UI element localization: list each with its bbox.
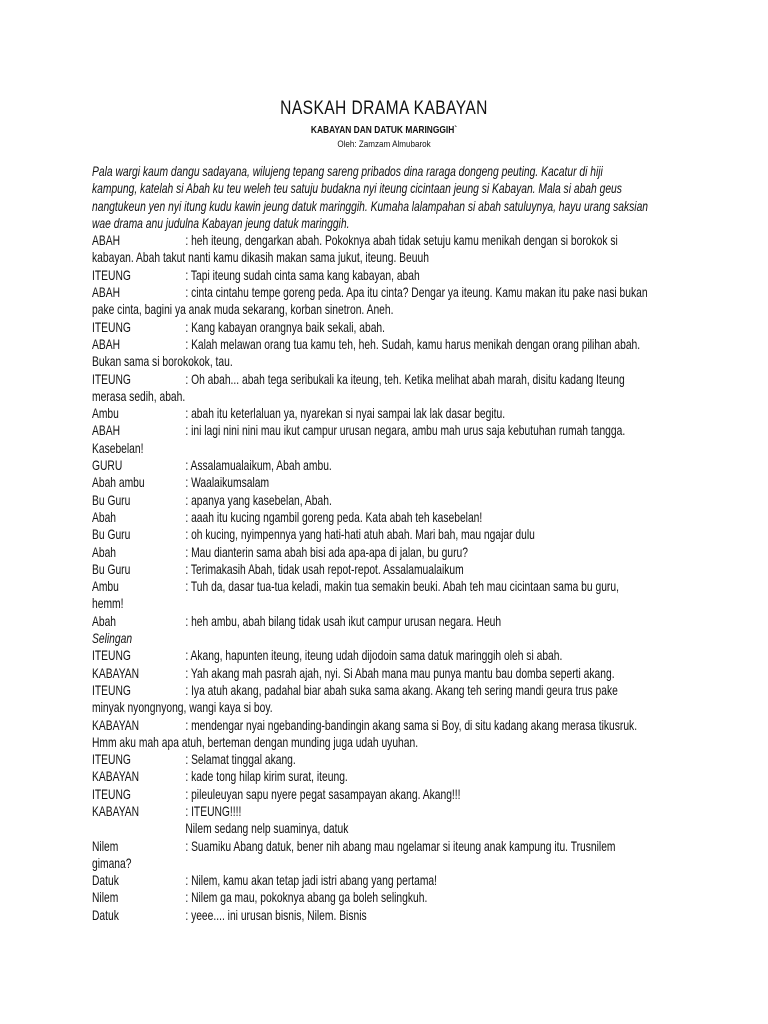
dialogue-entry <box>92 768 665 785</box>
document-author: Oleh: Zamzam Almubarok <box>337 139 431 150</box>
dialogue-line: : Iya atuh akang, padahal biar abah suka sama akang. Akang teh sering mandi geura trus pake <box>185 681 618 698</box>
speaker-name: Bu Guru <box>92 560 131 577</box>
dialogue-line: : Assalamualaikum, Abah ambu. <box>185 457 332 474</box>
intro-line: wae drama anu judulna Kabayan jeung datuk maringgih. <box>92 214 350 231</box>
speaker-name: ITEUNG <box>92 751 131 768</box>
speaker-name: Datuk <box>92 872 119 889</box>
dialogue-entry <box>92 544 665 561</box>
dialogue-continuation: kabayan. Abah takut nanti kamu dikasih makan sama jukut, iteung. Beuuh <box>92 249 429 266</box>
speaker-name: ITEUNG <box>92 681 131 698</box>
speaker-name: Bu Guru <box>92 526 131 543</box>
dialogue-entry <box>92 371 665 406</box>
dialogue-entry <box>92 457 665 474</box>
dialogue-line: : cinta cintahu tempe goreng peda. Apa itu cinta? Dengar ya iteung. Kamu makan itu pake nasi bukan <box>185 284 648 301</box>
dialogue-line: : ini lagi nini nini mau ikut campur urusan negara, ambu mah urus saja kebutuhan rumah tangga. <box>185 422 626 439</box>
dialogue-entry <box>92 751 665 768</box>
document-title: NASKAH DRAMA KABAYAN <box>280 98 488 119</box>
speaker-name: KABAYAN <box>92 802 140 819</box>
dialogue-line: : Terimakasih Abah, tidak usah repot-repot. Assalamualaikum <box>185 560 464 577</box>
speaker-name: Abah ambu <box>92 474 145 491</box>
dialogue-entry <box>92 267 665 284</box>
dialogue-entry <box>92 682 665 717</box>
dialogue-line: : Yah akang mah pasrah ajah, nyi. Si Abah mana mau punya mantu bau domba seperti akang. <box>185 664 615 681</box>
dialogue-entry <box>92 717 665 752</box>
dialogue-entry <box>92 319 665 336</box>
dialogue-entry <box>92 786 665 803</box>
speaker-name: Datuk <box>92 906 119 923</box>
dialogue-entry <box>92 405 665 422</box>
document-subtitle: KABAYAN DAN DATUK MARINGGIH` <box>310 124 458 136</box>
speaker-name: ITEUNG <box>92 266 131 283</box>
speaker-name: Ambu <box>92 578 119 595</box>
dialogue-line: : yeee.... ini urusan bisnis, Nilem. Bisnis <box>185 906 367 923</box>
dialogue-line: : apanya yang kasebelan, Abah. <box>185 491 332 508</box>
dialogue-entry <box>92 526 665 543</box>
dialogue-entry <box>92 889 665 906</box>
dialogue-entry <box>92 838 665 873</box>
dialogue-continuation: Kasebelan! <box>92 439 144 456</box>
dialogue-entry <box>92 665 665 682</box>
speaker-name: Abah <box>92 543 117 560</box>
dialogue-entry <box>92 492 665 509</box>
dialogue-line: : oh kucing, nyimpennya yang hati-hati atuh abah. Mari bah, mau ngajar dulu <box>185 526 535 543</box>
dialogue-entry <box>92 872 665 889</box>
dialogue-entry <box>92 630 665 647</box>
dialogue-entry <box>92 336 665 371</box>
dialogue-line: : Tapi iteung sudah cinta sama kang kabayan, abah <box>185 266 420 283</box>
dialogue-continuation: gimana? <box>92 854 132 871</box>
dialogue-line: : Tuh da, dasar tua-tua keladi, makin tua semakin beuki. Abah teh mau cicintaan sama bu guru, <box>185 578 619 595</box>
speaker-name: GURU <box>92 457 123 474</box>
dialogue-entry <box>92 647 665 664</box>
intro-paragraph <box>92 163 665 232</box>
dialogue-line: : kade tong hilap kirim surat, iteung. <box>185 768 348 785</box>
speaker-name: ABAH <box>92 232 121 249</box>
dialogue-entry <box>92 820 665 837</box>
dialogue-list <box>92 232 665 924</box>
dialogue-entry <box>92 474 665 491</box>
dialogue-continuation: pake cinta, bagini ya anak muda sekarang, korban sinetron. Aneh. <box>92 301 394 318</box>
dialogue-entry <box>92 561 665 578</box>
dialogue-line: : aaah itu kucing ngambil goreng peda. Kata abah teh kasebelan! <box>185 508 483 525</box>
intro-line: kampung, katelah si Abah ku teu weleh teu satuju budakna nyi iteung cicintaan jeung si Kabayan. Mala si abah geus <box>92 180 622 197</box>
speaker-name <box>92 820 185 837</box>
dialogue-line: : heh ambu, abah bilang tidak usah ikut campur urusan negara. Heuh <box>185 612 502 629</box>
dialogue-line: : ITEUNG!!!! <box>185 802 242 819</box>
speaker-name: ABAH <box>92 284 121 301</box>
dialogue-line: : Suamiku Abang datuk, bener nih abang mau ngelamar si iteung anak kampung itu. Trusnilem <box>185 837 616 854</box>
speaker-name: Nilem <box>92 837 119 854</box>
stage-direction: Selingan <box>92 630 133 647</box>
dialogue-line: : Nilem ga mau, pokoknya abang ga boleh selingkuh. <box>185 889 428 906</box>
speaker-name: ABAH <box>92 422 121 439</box>
dialogue-entry <box>92 422 665 457</box>
dialogue-line: : Waalaikumsalam <box>185 474 270 491</box>
speaker-name: ITEUNG <box>92 318 131 335</box>
speaker-name: Ambu <box>92 405 119 422</box>
dialogue-entry <box>92 907 665 924</box>
dialogue-entry <box>92 803 665 820</box>
dialogue-entry <box>92 232 665 267</box>
dialogue-line: : Mau dianterin sama abah bisi ada apa-apa di jalan, bu guru? <box>185 543 468 560</box>
speaker-name: ABAH <box>92 335 121 352</box>
speaker-name: Nilem <box>92 889 119 906</box>
dialogue-entry <box>92 613 665 630</box>
dialogue-line: Nilem sedang nelp suaminya, datuk <box>185 820 349 837</box>
dialogue-entry <box>92 578 665 613</box>
dialogue-continuation: Hmm aku mah apa atuh, berteman dengan munding juga udah uyuhan. <box>92 733 419 750</box>
speaker-name: Bu Guru <box>92 491 131 508</box>
dialogue-line: : Selamat tinggal akang. <box>185 751 296 768</box>
speaker-name: KABAYAN <box>92 716 140 733</box>
intro-line: nangtukeun yen nyi itung kudu kawin jeung datuk maringgih. Kumaha lalampahan si abah satuluynya, hayu urang saksian <box>92 197 649 214</box>
dialogue-line: : mendengar nyai ngebanding-bandingin akang sama si Boy, di situ kadang akang merasa tikusruk. <box>185 716 638 733</box>
dialogue-entry <box>92 509 665 526</box>
dialogue-continuation: minyak nyongnyong, wangi kaya si boy. <box>92 699 273 716</box>
dialogue-line: : Kang kabayan orangnya baik sekali, abah. <box>185 318 386 335</box>
intro-line: Pala wargi kaum dangu sadayana, wilujeng tepang sareng pribados dina raraga dongeng peuting. Kacatur di hiji <box>92 163 603 179</box>
speaker-name: ITEUNG <box>92 370 131 387</box>
dialogue-line: : Oh abah... abah tega seribukali ka iteung, teh. Ketika melihat abah marah, disitu kadang Iteung <box>185 370 625 387</box>
speaker-name: Abah <box>92 612 117 629</box>
dialogue-continuation: hemm! <box>92 595 124 612</box>
dialogue-line: : Nilem, kamu akan tetap jadi istri abang yang pertama! <box>185 872 438 889</box>
dialogue-line: : heh iteung, dengarkan abah. Pokoknya abah tidak setuju kamu menikah dengan si borokok si <box>185 232 618 249</box>
dialogue-line: : Kalah melawan orang tua kamu teh, heh. Sudah, kamu harus menikah dengan orang pilihan abah. <box>185 335 641 352</box>
dialogue-line: : pileuleuyan sapu nyere pegat sasampayan akang. Akang!!! <box>185 785 461 802</box>
speaker-name: KABAYAN <box>92 664 140 681</box>
speaker-name: ITEUNG <box>92 647 131 664</box>
script-body <box>92 163 665 924</box>
speaker-name: KABAYAN <box>92 768 140 785</box>
dialogue-line: : Akang, hapunten iteung, iteung udah dijodoin sama datuk maringgih oleh si abah. <box>185 647 563 664</box>
dialogue-entry <box>92 284 665 319</box>
dialogue-continuation: Bukan sama si borokokok, tau. <box>92 353 233 370</box>
dialogue-continuation: merasa sedih, abah. <box>92 387 186 404</box>
speaker-name: ITEUNG <box>92 785 131 802</box>
speaker-name: Abah <box>92 508 117 525</box>
dialogue-line: : abah itu keterlaluan ya, nyarekan si nyai sampai lak lak dasar begitu. <box>185 405 506 422</box>
